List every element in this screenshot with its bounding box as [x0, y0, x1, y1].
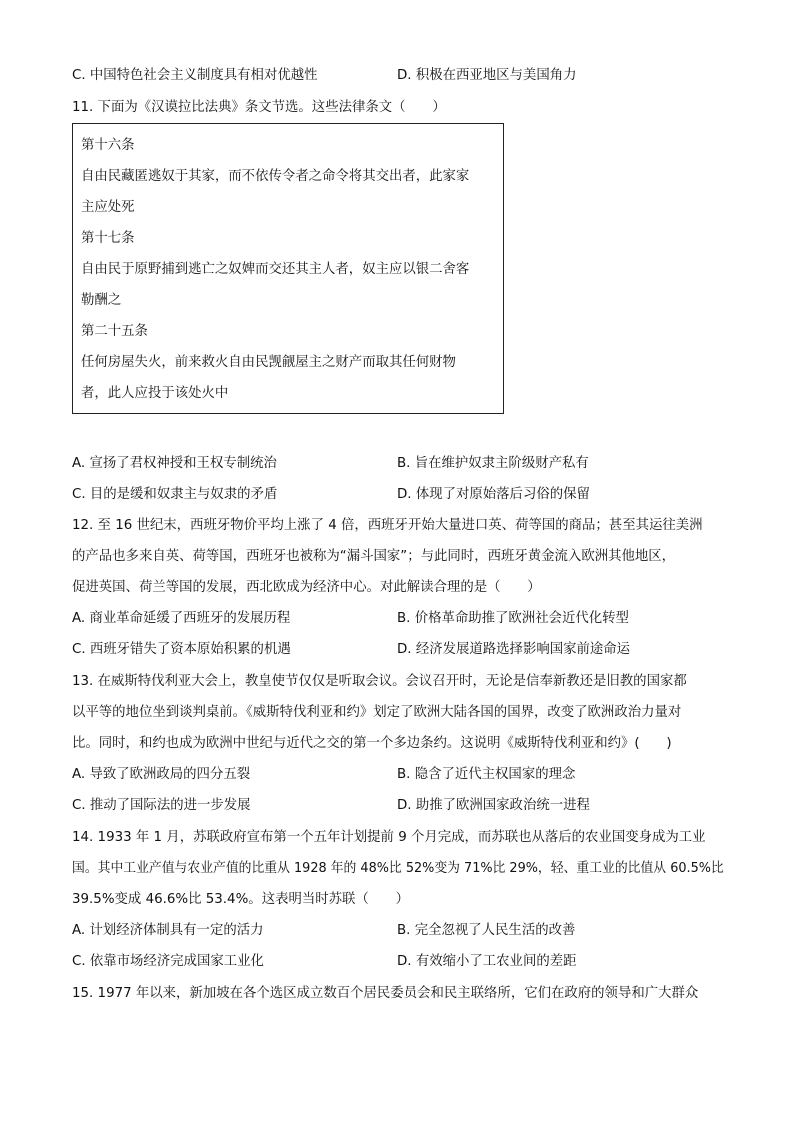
q10-option-d: D. 积极在西亚地区与美国角力 [397, 68, 577, 83]
q11-option-a: A. 宣扬了君权神授和王权专制统治 [72, 456, 277, 471]
q12-option-a: A. 商业革命延缓了西班牙的发展历程 [72, 611, 291, 626]
q15-stem-line: 15. 1977 年以来，新加坡在各个选区成立数百个居民委员会和民主联络所，它们在政府的领导和广大群众 [72, 986, 699, 1001]
law-line: 第十六条 [81, 138, 135, 153]
q14-option-b: B. 完全忽视了人民生活的改善 [397, 923, 576, 938]
q14-option-d: D. 有效缩小了工农业间的差距 [397, 954, 577, 969]
q10-option-c: C. 中国特色社会主义制度具有相对优越性 [72, 68, 318, 83]
q12-stem-line: 12. 至 16 世纪末，西班牙物价平均上涨了 4 倍，西班牙开始大量进口英、荷等国的商品；甚至其运往美洲 [72, 518, 703, 533]
law-line: 任何房屋失火，前来救火自由民觊觎屋主之财产而取其任何财物 [81, 355, 456, 370]
law-line: 者，此人应投于该处火中 [81, 386, 229, 401]
q14-stem-line: 39.5%变成 46.6%比 53.4%。这表明当时苏联（ ） [72, 892, 409, 907]
q13-option-b: B. 隐含了近代主权国家的理念 [397, 767, 576, 782]
q12-stem-line: 促进英国、荷兰等国的发展，西北欧成为经济中心。对此解读合理的是（ ） [72, 580, 541, 595]
law-line: 第十七条 [81, 231, 135, 246]
q13-stem-line: 比。同时，和约也成为欧洲中世纪与近代之交的第一个多边条约。这说明《威斯特伐利亚和约》( ) [72, 736, 672, 751]
q12-option-d: D. 经济发展道路选择影响国家前途命运 [397, 642, 631, 657]
q14-option-a: A. 计划经济体制具有一定的活力 [72, 923, 264, 938]
q13-stem-line: 13. 在威斯特伐利亚大会上，教皇使节仅仅是听取会议。会议召开时，无论是信奉新教还是旧教的国家都 [72, 674, 687, 689]
law-line: 主应处死 [81, 200, 135, 215]
q12-stem-line: 的产品也多来自英、荷等国，西班牙也被称为“漏斗国家”；与此同时，西班牙黄金流入欧洲其他地区， [72, 549, 676, 564]
q14-option-c: C. 依靠市场经济完成国家工业化 [72, 954, 264, 969]
law-excerpt-box [72, 123, 504, 414]
q13-stem-line: 以平等的地位坐到谈判桌前。《威斯特伐利亚和约》划定了欧洲大陆各国的国界，改变了欧洲政治力量对 [72, 705, 682, 720]
q11-option-c: C. 目的是缓和奴隶主与奴隶的矛盾 [72, 487, 278, 502]
q14-stem-line: 14. 1933 年 1 月，苏联政府宣布第一个五年计划提前 9 个月完成，而苏联也从落后的农业国变身成为工业 [72, 830, 706, 845]
law-line: 勒酬之 [81, 293, 122, 308]
law-line: 第二十五条 [81, 324, 148, 339]
law-line: 自由民于原野捕到逃亡之奴婢而交还其主人者，奴主应以银二舍客 [81, 262, 470, 277]
q14-stem-line: 国。其中工业产值与农业产值的比重从 1928 年的 48%比 52%变为 71%比 29%，轻、重工业的比值从 60.5%比 [72, 861, 724, 876]
q11-option-d: D. 体现了对原始落后习俗的保留 [397, 487, 590, 502]
q13-option-a: A. 导致了欧洲政局的四分五裂 [72, 767, 251, 782]
law-line: 自由民藏匿逃奴于其家，而不依传令者之命令将其交出者，此家家 [81, 169, 470, 184]
q13-option-d: D. 助推了欧洲国家政治统一进程 [397, 798, 590, 813]
q12-option-c: C. 西班牙错失了资本原始积累的机遇 [72, 642, 291, 657]
q13-option-c: C. 推动了国际法的进一步发展 [72, 798, 251, 813]
q11-stem: 11. 下面为《汉谟拉比法典》条文节选。这些法律条文（ ） [72, 100, 446, 115]
q11-option-b: B. 旨在维护奴隶主阶级财产私有 [397, 456, 589, 471]
q12-option-b: B. 价格革命助推了欧洲社会近代化转型 [397, 611, 629, 626]
